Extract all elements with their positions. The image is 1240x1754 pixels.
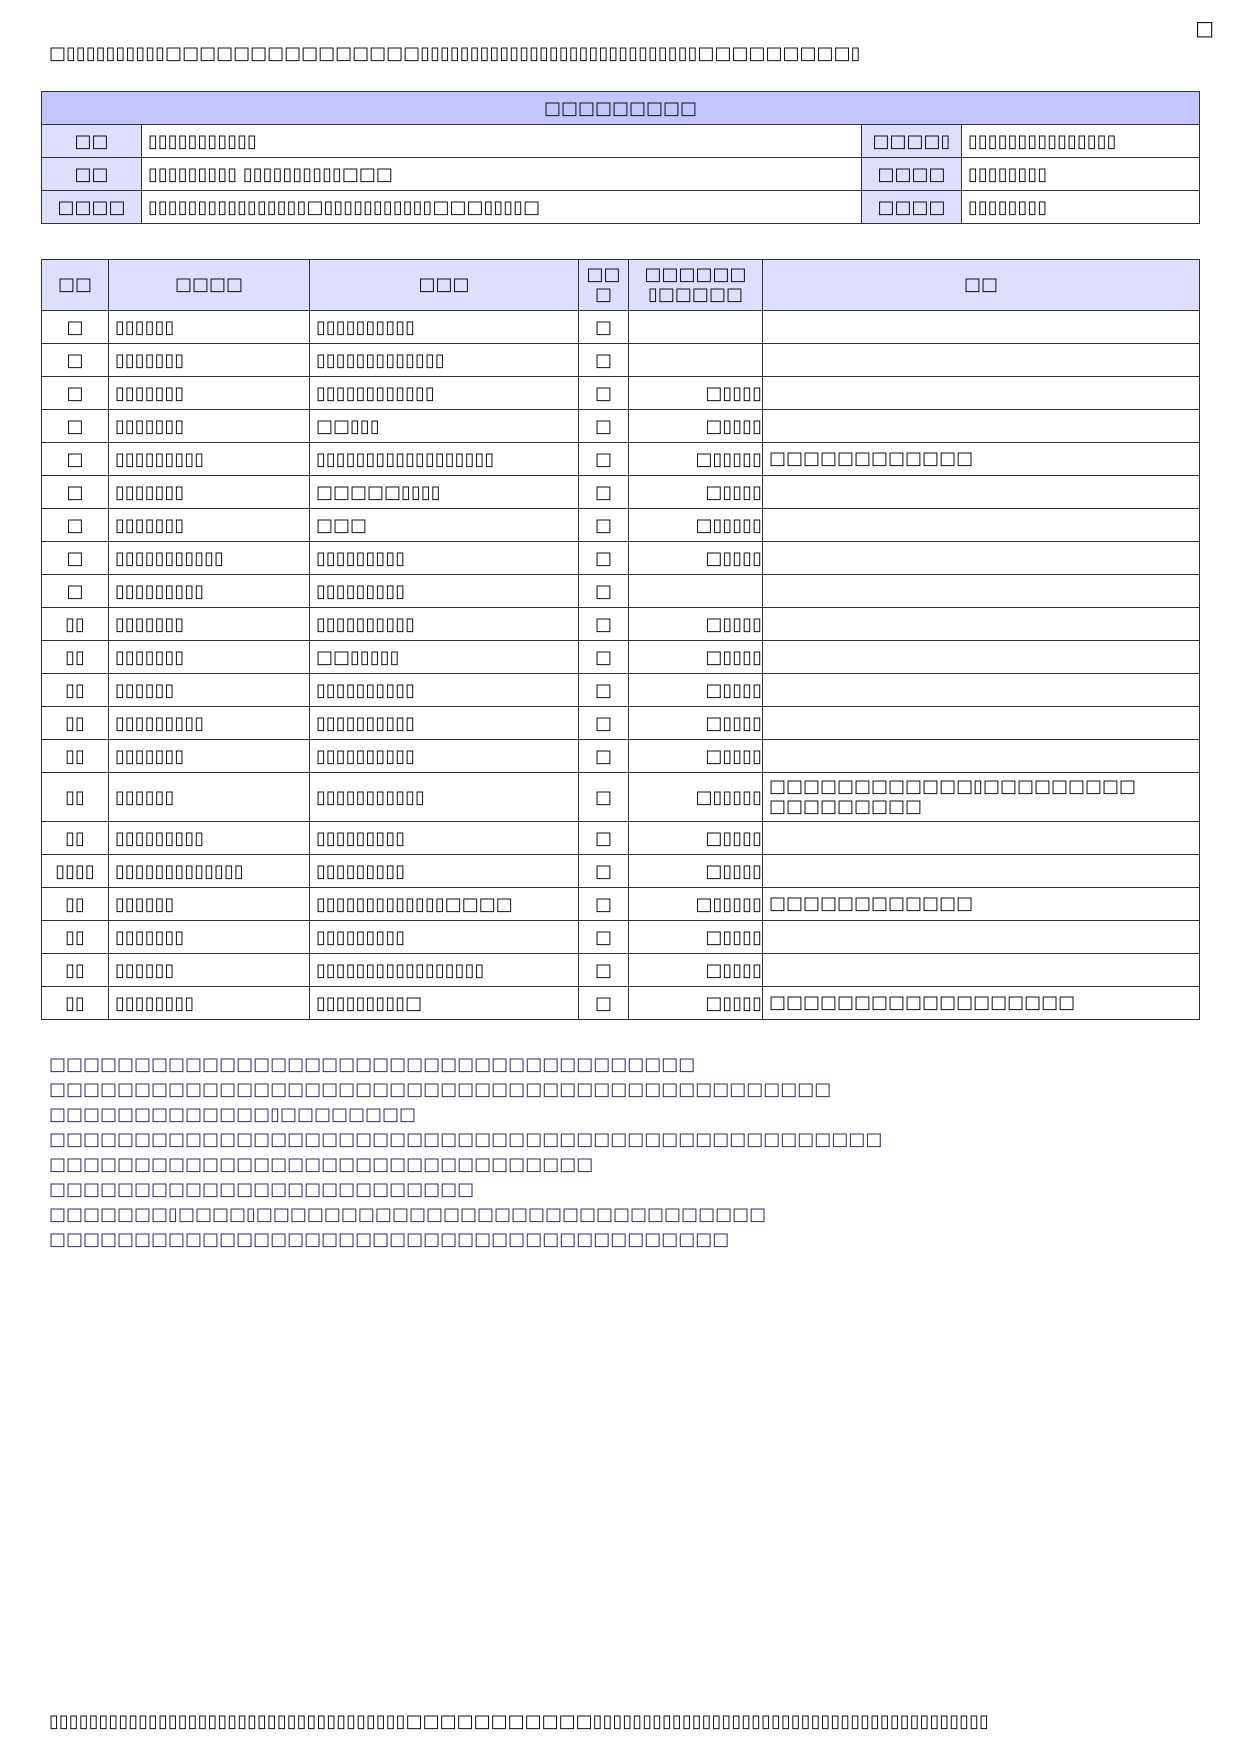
info-label: □□	[42, 158, 142, 191]
items-table	[41, 259, 1200, 1020]
col-header-qty: □□ □	[579, 260, 629, 311]
cell-no: □	[42, 410, 109, 443]
cell-price: □▯▯▯▯	[629, 542, 763, 575]
cell-code: ▯▯▯▯▯▯▯	[109, 740, 310, 773]
table-row	[42, 377, 1200, 410]
cell-name: ▯▯▯▯▯▯▯▯▯	[310, 822, 579, 855]
cell-code: ▯▯▯▯▯▯▯	[109, 921, 310, 954]
table-row	[42, 575, 1200, 608]
cell-name: ▯▯▯▯▯▯▯▯▯▯	[310, 707, 579, 740]
cell-qty: □	[579, 443, 629, 476]
cell-code: ▯▯▯▯▯▯	[109, 311, 310, 344]
cell-qty: □	[579, 641, 629, 674]
cell-price: □▯▯▯▯	[629, 707, 763, 740]
cell-qty: □	[579, 575, 629, 608]
cell-no: ▯▯	[42, 954, 109, 987]
cell-note	[763, 509, 1200, 542]
cell-name: ▯▯▯▯▯▯▯▯▯▯	[310, 740, 579, 773]
cell-price: □▯▯▯▯	[629, 608, 763, 641]
cell-note	[763, 410, 1200, 443]
note-line: □□□□□□□□□□□□□□□□□□□□□□□□□□□□□□□□□□□□□□□□□□□□□□□□□	[49, 1129, 883, 1150]
cell-name: ▯▯▯▯▯▯▯▯▯▯▯▯▯	[310, 344, 579, 377]
cell-price: □▯▯▯▯▯	[629, 443, 763, 476]
cell-name: ▯▯▯▯▯▯▯▯▯	[310, 542, 579, 575]
cell-note	[763, 608, 1200, 641]
cell-name: ▯▯▯▯▯▯▯▯▯	[310, 855, 579, 888]
info-value: ▯▯▯▯▯▯▯▯▯▯▯▯▯▯▯▯□▯▯▯▯▯▯▯▯▯▯▯□□□▯▯▯▯□	[142, 191, 862, 224]
cell-code: ▯▯▯▯▯▯▯	[109, 377, 310, 410]
cell-name: ▯▯▯▯▯▯▯▯▯▯	[310, 311, 579, 344]
cell-name: □□▯▯▯▯▯	[310, 641, 579, 674]
cell-note	[763, 641, 1200, 674]
cell-no: ▯▯	[42, 773, 109, 822]
cell-qty: □	[579, 921, 629, 954]
notes-block	[49, 1052, 1189, 1252]
cell-name: ▯▯▯▯▯▯▯▯▯▯▯	[310, 773, 579, 822]
cell-qty: □	[579, 542, 629, 575]
cell-name: ▯▯▯▯▯▯▯▯▯▯	[310, 674, 579, 707]
cell-no: ▯▯	[42, 822, 109, 855]
corner-mark: □	[1195, 16, 1214, 40]
cell-note	[763, 855, 1200, 888]
cell-no: ▯▯	[42, 641, 109, 674]
note-line: □□□□□□□□□□□□□□□□□□□□□□□□□□□□□□□□	[49, 1154, 594, 1175]
items-header-row	[42, 260, 1200, 311]
cell-name: ▯▯▯▯▯▯▯▯▯□	[310, 987, 579, 1020]
cell-note	[763, 476, 1200, 509]
cell-qty: □	[579, 311, 629, 344]
cell-name: ▯▯▯▯▯▯▯▯▯▯	[310, 608, 579, 641]
table-row	[42, 674, 1200, 707]
cell-note	[763, 707, 1200, 740]
cell-no: □	[42, 344, 109, 377]
cell-name: ▯▯▯▯▯▯▯▯▯▯▯▯▯□□□□	[310, 888, 579, 921]
cell-price: □▯▯▯▯	[629, 822, 763, 855]
cell-no: ▯▯	[42, 674, 109, 707]
cell-qty: □	[579, 773, 629, 822]
cell-price: □▯▯▯▯	[629, 740, 763, 773]
cell-price: □▯▯▯▯	[629, 987, 763, 1020]
cell-qty: □	[579, 377, 629, 410]
cell-note	[763, 921, 1200, 954]
cell-price	[629, 311, 763, 344]
cell-note	[763, 674, 1200, 707]
cell-no: ▯▯▯▯	[42, 855, 109, 888]
cell-price: □▯▯▯▯▯	[629, 888, 763, 921]
cell-code: ▯▯▯▯▯▯▯	[109, 641, 310, 674]
table-row	[42, 954, 1200, 987]
cell-qty: □	[579, 410, 629, 443]
note-line: □□□□□□□□□□□□□▯□□□□□□□□	[49, 1104, 417, 1125]
cell-name: □□□	[310, 509, 579, 542]
info-label: □□□□	[862, 158, 962, 191]
cell-note	[763, 344, 1200, 377]
document-footer: ▯▯▯▯▯▯▯▯▯▯▯▯▯▯▯▯▯▯▯▯▯▯▯▯▯▯▯▯▯▯▯▯▯▯▯▯□□□□□□□□□□□▯▯▯▯▯▯▯▯▯▯▯▯▯▯▯▯▯▯▯▯▯▯▯▯▯▯▯▯▯▯▯▯▯▯▯▯▯▯▯▯	[49, 1711, 989, 1732]
note-line: □□□□□□□□□□□□□□□□□□□□□□□□□□□□□□□□□□□□□□	[49, 1054, 696, 1075]
cell-note: □□□□□□□□□□□□	[763, 443, 1200, 476]
table-row	[42, 311, 1200, 344]
table-row	[42, 443, 1200, 476]
info-label: □□□□	[862, 191, 962, 224]
cell-note	[763, 954, 1200, 987]
cell-note: □□□□□□□□□□□□▯□□□□□□□□□ □□□□□□□□□	[763, 773, 1200, 822]
cell-code: ▯▯▯▯▯▯▯	[109, 608, 310, 641]
cell-price	[629, 575, 763, 608]
table-row	[42, 822, 1200, 855]
cell-name: □□▯▯▯	[310, 410, 579, 443]
note-line: □□□□□□□□□□□□□□□□□□□□□□□□□□□□□□□□□□□□□□□□□□□□□□	[49, 1079, 832, 1100]
cell-price: □▯▯▯▯▯	[629, 509, 763, 542]
table-row	[42, 987, 1200, 1020]
info-row	[42, 158, 1200, 191]
cell-name: □□□□□▯▯▯▯	[310, 476, 579, 509]
cell-qty: □	[579, 822, 629, 855]
cell-qty: □	[579, 740, 629, 773]
info-label: □□□□▯	[862, 125, 962, 158]
col-header-note: □□	[763, 260, 1200, 311]
cell-price: □▯▯▯▯	[629, 476, 763, 509]
cell-no: ▯▯	[42, 987, 109, 1020]
cell-price: □▯▯▯▯	[629, 921, 763, 954]
cell-code: ▯▯▯▯▯▯▯	[109, 410, 310, 443]
table-row	[42, 855, 1200, 888]
cell-code: ▯▯▯▯▯▯▯▯▯	[109, 443, 310, 476]
note-line: □□□□□□□□□□□□□□□□□□□□□□□□□□□□□□□□□□□□□□□□	[49, 1229, 730, 1250]
cell-no: ▯▯	[42, 740, 109, 773]
info-value: ▯▯▯▯▯▯▯▯▯▯▯▯▯▯▯	[962, 125, 1200, 158]
table-row	[42, 509, 1200, 542]
cell-no: □	[42, 542, 109, 575]
cell-note	[763, 311, 1200, 344]
cell-price: □▯▯▯▯	[629, 855, 763, 888]
cell-note: □□□□□□□□□□□□□□□□□□	[763, 987, 1200, 1020]
cell-code: ▯▯▯▯▯▯▯	[109, 344, 310, 377]
cell-qty: □	[579, 707, 629, 740]
info-value: ▯▯▯▯▯▯▯▯▯ ▯▯▯▯▯▯▯▯▯▯□□□	[142, 158, 862, 191]
cell-price: □▯▯▯▯	[629, 674, 763, 707]
col-header-code: □□□□	[109, 260, 310, 311]
cell-price	[629, 344, 763, 377]
document-header: □▯▯▯▯▯▯▯▯▯▯□□□□□□□□□□□□□□□▯▯▯▯▯▯▯▯▯▯▯▯▯▯▯▯▯▯▯▯▯▯▯▯▯▯▯▯□□□□□□□□□▯	[49, 43, 861, 64]
table-row	[42, 740, 1200, 773]
cell-code: ▯▯▯▯▯▯	[109, 773, 310, 822]
table-row	[42, 476, 1200, 509]
cell-price: □▯▯▯▯	[629, 377, 763, 410]
info-row	[42, 191, 1200, 224]
info-label: □□	[42, 125, 142, 158]
cell-price: □▯▯▯▯▯	[629, 773, 763, 822]
info-value: ▯▯▯▯▯▯▯▯▯▯▯	[142, 125, 862, 158]
cell-qty: □	[579, 476, 629, 509]
cell-no: □	[42, 443, 109, 476]
table-row	[42, 608, 1200, 641]
cell-no: □	[42, 476, 109, 509]
info-value: ▯▯▯▯▯▯▯▯	[962, 191, 1200, 224]
cell-code: ▯▯▯▯▯▯▯▯	[109, 987, 310, 1020]
cell-note: □□□□□□□□□□□□	[763, 888, 1200, 921]
note-line: □□□□□□□▯□□□□▯□□□□□□□□□□□□□□□□□□□□□□□□□□□□□□	[49, 1204, 767, 1225]
cell-note	[763, 740, 1200, 773]
cell-note	[763, 575, 1200, 608]
cell-name: ▯▯▯▯▯▯▯▯▯▯▯▯▯▯▯▯▯	[310, 954, 579, 987]
cell-name: ▯▯▯▯▯▯▯▯▯	[310, 575, 579, 608]
cell-code: ▯▯▯▯▯▯▯▯▯	[109, 707, 310, 740]
cell-qty: □	[579, 954, 629, 987]
cell-code: ▯▯▯▯▯▯▯▯▯	[109, 822, 310, 855]
cell-qty: □	[579, 888, 629, 921]
info-value: ▯▯▯▯▯▯▯▯	[962, 158, 1200, 191]
table-row	[42, 921, 1200, 954]
cell-qty: □	[579, 674, 629, 707]
cell-qty: □	[579, 608, 629, 641]
cell-no: □	[42, 377, 109, 410]
cell-no: ▯▯	[42, 921, 109, 954]
cell-name: ▯▯▯▯▯▯▯▯▯▯▯▯	[310, 377, 579, 410]
items-body	[42, 311, 1200, 1020]
cell-price: □▯▯▯▯	[629, 410, 763, 443]
table-row	[42, 888, 1200, 921]
cell-qty: □	[579, 344, 629, 377]
cell-code: ▯▯▯▯▯▯	[109, 954, 310, 987]
cell-note	[763, 377, 1200, 410]
cell-code: ▯▯▯▯▯▯	[109, 674, 310, 707]
table-row	[42, 641, 1200, 674]
col-header-price: □□□□□□ ▯□□□□□	[629, 260, 763, 311]
cell-no: □	[42, 311, 109, 344]
info-table-title: □□□□□□□□□	[42, 92, 1200, 125]
cell-code: ▯▯▯▯▯▯▯▯▯▯▯▯▯	[109, 855, 310, 888]
cell-no: ▯▯	[42, 888, 109, 921]
table-row	[42, 410, 1200, 443]
cell-code: ▯▯▯▯▯▯▯	[109, 509, 310, 542]
cell-note	[763, 542, 1200, 575]
col-header-name: □□□	[310, 260, 579, 311]
cell-code: ▯▯▯▯▯▯▯	[109, 476, 310, 509]
col-header-no: □□	[42, 260, 109, 311]
note-line: □□□□□□□□□□□□□□□□□□□□□□□□□	[49, 1179, 475, 1200]
table-row	[42, 707, 1200, 740]
cell-no: □	[42, 509, 109, 542]
table-row	[42, 773, 1200, 822]
cell-note	[763, 822, 1200, 855]
cell-qty: □	[579, 855, 629, 888]
cell-no: □	[42, 575, 109, 608]
cell-no: ▯▯	[42, 707, 109, 740]
info-label: □□□□	[42, 191, 142, 224]
cell-qty: □	[579, 509, 629, 542]
info-table	[41, 91, 1200, 224]
cell-code: ▯▯▯▯▯▯▯▯▯	[109, 575, 310, 608]
cell-price: □▯▯▯▯	[629, 954, 763, 987]
cell-no: ▯▯	[42, 608, 109, 641]
cell-code: ▯▯▯▯▯▯	[109, 888, 310, 921]
cell-qty: □	[579, 987, 629, 1020]
cell-price: □▯▯▯▯	[629, 641, 763, 674]
cell-name: ▯▯▯▯▯▯▯▯▯▯▯▯▯▯▯▯▯▯	[310, 443, 579, 476]
info-row	[42, 125, 1200, 158]
table-row	[42, 344, 1200, 377]
table-row	[42, 542, 1200, 575]
cell-code: ▯▯▯▯▯▯▯▯▯▯▯	[109, 542, 310, 575]
cell-name: ▯▯▯▯▯▯▯▯▯	[310, 921, 579, 954]
